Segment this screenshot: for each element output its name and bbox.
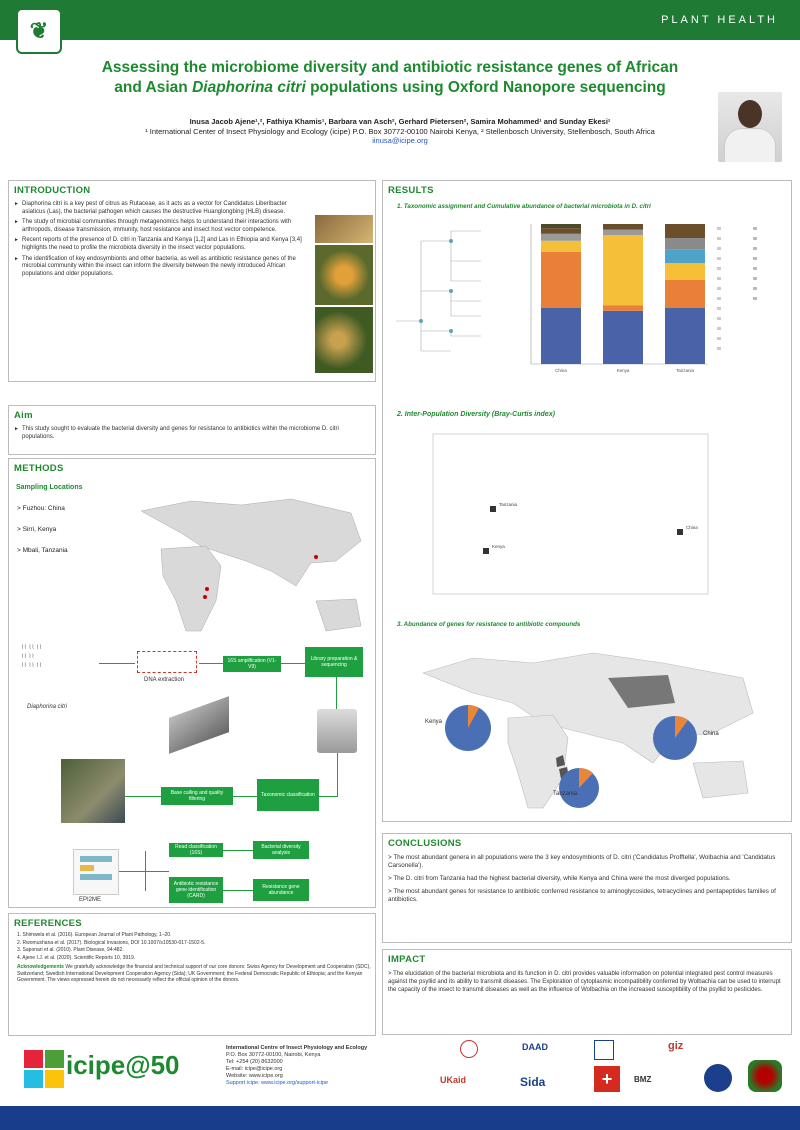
intro-bullet: ► The study of microbial communities through metagenomics helps to understand their interactions with arthropods, disease transmission, immunity, host resistance and insect host vector competence. [14, 219, 309, 234]
epi2me-label: EPI2ME [79, 897, 102, 903]
contact-line: Website: www.icipe.org [226, 1073, 283, 1079]
aim-heading: Aim [14, 410, 33, 421]
organism-label: Diaphorina citri [27, 704, 68, 710]
pca-point [490, 506, 496, 512]
bar-segment [541, 228, 581, 234]
sampling-locations [17, 505, 68, 568]
workflow-step: Resistance gene abundance [253, 879, 309, 901]
conclusions-heading: CONCLUSIONS [388, 838, 462, 849]
workflow-step: Taxonomic classification [257, 779, 319, 811]
bar-segment [541, 252, 581, 308]
pie-label-kenya: Kenya [425, 719, 443, 725]
location-item: > Fuzhou: China [17, 505, 65, 512]
bar-segment [603, 311, 643, 364]
pca-point [677, 529, 683, 535]
bar-category-label: Kenya [616, 368, 630, 373]
bar-segment [665, 238, 705, 249]
bar-segment [603, 305, 643, 311]
contact-line: P.O. Box 30772-00100, Nairobi, Kenya [226, 1052, 321, 1058]
bar-segment [665, 308, 705, 364]
conclusions-bullets [388, 854, 786, 904]
contact-block [226, 1045, 406, 1087]
workflow-step: Bacterial diversity analysis [253, 841, 309, 859]
partner-seal-icon [460, 1040, 478, 1058]
pca-point-label: Tanzania [499, 502, 518, 507]
poster-title [40, 58, 740, 98]
partner-logo-icon [594, 1040, 614, 1060]
epi2me-panel [73, 849, 119, 895]
references-heading: REFERENCES [14, 918, 82, 929]
aim-panel [8, 405, 376, 455]
bar-segment [541, 308, 581, 364]
impact-panel [382, 949, 792, 1035]
giz-logo: giz [668, 1040, 684, 1052]
authors-block [80, 117, 720, 146]
pca-point [483, 548, 489, 554]
kenya-coat-of-arms-icon [748, 1060, 782, 1092]
author-photo [718, 92, 782, 162]
kenya-marker [205, 587, 209, 591]
workflow-step: Antibiotic resistance gene identification (CARD) [169, 877, 223, 903]
bar-category-label: Tanzania [675, 368, 695, 373]
methods-heading: METHODS [14, 463, 64, 474]
bar-segment [603, 230, 643, 236]
conclusion-item: > The most abundant genera in all populations were the 3 key endosymbionts of D. citri ('Candidatus Profftella', Wolbachia and 'Candidatus Carsonella'). [388, 854, 776, 869]
bar-segment [541, 241, 581, 252]
contact-line: E-mail: icipe@icipe.org [226, 1066, 283, 1072]
intro-bullet: ► Diaphorina citri is a key pest of citrus as Rutaceae, as it acts as a vector for Candidatus Liberibacter asiaticus (Las), the bacterial pathogen which causes the destructive Huanglongbing (HLB) disease. [14, 201, 309, 216]
daad-logo: DAAD [522, 1042, 548, 1052]
sampling-map [121, 491, 371, 641]
legend-swatches [717, 225, 787, 375]
contact-org: International Centre of Insect Physiology and Ecology [226, 1045, 368, 1051]
bar-legend [717, 225, 787, 375]
bar-segment [665, 224, 705, 238]
abundance-bar-chart [513, 219, 713, 379]
references-panel [8, 913, 376, 1036]
bmz-logo: BMZ [634, 1075, 652, 1084]
references-list [17, 932, 372, 962]
title-line-1: Assessing the microbiome diversity and antibiotic resistance genes of African [101, 59, 679, 76]
conclusion-item: > The D. citri from Tanzania had the highest bacterial diversity, while Kenya and China were the most diverged populations. [388, 875, 731, 882]
swiss-flag-icon: + [594, 1066, 620, 1092]
bar-segment [541, 224, 581, 228]
authors: Inusa Jacob Ajene¹,², Fathiya Khamis¹, Barbara van Asch², Gerhard Pietersen², Samira Mohammed¹ and Sunday Ekesi¹ [189, 117, 611, 126]
acknowledgements: Acknowledgements We gratefully acknowledge the financial and technical support of our core donors: Swiss Agency for Development and Cooperation (SDC), Switzerland; Swedish International Development Cooperation Agency (Sida); UK Government; the Federal Democratic Republic of Ethiopia; and the Kenyan Government. The views expressed herein do not necessarily reflect the official opinion of the donors. [17, 964, 371, 983]
impact-text: > The elucidation of the bacterial microbiota and its function in D. citri provides valuable information on potential integrated pest control measures against the psyllid and its ability to transmit diseases. The Exploration of cytoplasmic incompatibility conferred by Wolbachia can be used to interrupt the capacity of the insect to transmit diseases as well as the influence of Wolbachia on the increased susceptibility of the psyllid to pesticides. [388, 971, 781, 993]
pie-kenya [445, 705, 491, 751]
china-marker [314, 555, 318, 559]
intro-bullet: ► The identification of key endosymbionts and other bacteria, as well as antibiotic resistance genes of the microbial community within the insect can inform the diversity between the newly introduced African populations and older populations. [14, 256, 309, 279]
ethiopia-emblem-icon [704, 1064, 732, 1092]
pca-scatter-plot [423, 429, 713, 604]
conclusions-panel [382, 833, 792, 943]
reference-item: 2. Rwomushana et al. (2017). Biological Invasions, DOI 10.1007/s10530-017-1502-5. [17, 939, 206, 946]
sampling-heading: Sampling Locations [16, 484, 83, 491]
icipe-logo-icon: ❦ [16, 8, 62, 54]
introduction-panel [8, 180, 376, 382]
icipe-50-logo: icipe@50 [66, 1050, 180, 1080]
tanzania-marker [203, 595, 207, 599]
dna-extraction-label: DNA extraction [144, 677, 185, 683]
psyllid-samples: ⌇⌇ ⌇⌇ ⌇⌇ ⌇⌇ ⌇⌇ ⌇⌇ ⌇⌇ ⌇⌇ [21, 645, 42, 669]
lab-photo [61, 759, 125, 823]
bar-category-label: China [555, 368, 567, 373]
aim-text [14, 426, 369, 444]
location-item: > Mbali, Tanzania [17, 547, 68, 554]
bar-segment [665, 263, 705, 280]
pie-china [653, 716, 697, 760]
bar-segment [603, 224, 643, 230]
footer-bar [0, 1106, 800, 1130]
bar-segment [603, 235, 643, 305]
bar-segment [665, 249, 705, 263]
aim-bullet: ► This study sought to evaluate the bacterial diversity and genes for resistance to antibiotics within the microbiome D. citri populations. [14, 426, 369, 441]
reference-item: 4. Ajene I.J. et al. (2020). Scientific Reports 10, 3919. [17, 954, 136, 961]
affiliations: ¹ International Center of Insect Physiology and Ecology (icipe) P.O. Box 30772-00100 Nairobi Kenya, ² Stellenbosch University, Stellenbosch, South Africa [145, 126, 655, 136]
sida-logo: Sida [520, 1075, 546, 1089]
introduction-bullets [14, 201, 309, 281]
gel-image [137, 651, 197, 673]
org-tag: PLANT HEALTH [661, 14, 778, 26]
results-heading: RESULTS [388, 185, 434, 196]
bar-segment [541, 234, 581, 241]
methods-panel [8, 458, 376, 908]
minion-device-icon [169, 696, 229, 754]
impact-heading: IMPACT [388, 954, 426, 965]
taxonomy-tree [391, 221, 506, 361]
contact-line: Support icipe: www.icipe.org/support-icipe [226, 1080, 329, 1086]
reference-item: 1. Shimwela et al. (2016). European Journal of Plant Pathology, 1–20. [17, 932, 172, 938]
pie-tanzania [559, 768, 599, 808]
workflow-step: Base calling and quality filtering [161, 787, 233, 805]
reference-item: 3. Saponari et al. (2010). Plant Disease, 94:482. [17, 947, 124, 953]
results-subheading-1: 1. Taxonomic assignment and Cumulative abundance of bacterial microbiota in D. citri [397, 203, 651, 210]
pie-label-china: China [703, 731, 719, 737]
workflow-step: Library preparation & sequencing [305, 647, 363, 677]
psyllid-photos [315, 215, 373, 375]
sdg-icons [24, 1050, 64, 1088]
location-item: > Sirri, Kenya [17, 526, 57, 533]
ukaid-logo: UKaid [440, 1075, 467, 1085]
author-email-link[interactable]: iinusa@icipe.org [372, 136, 428, 145]
bar-segment [665, 280, 705, 308]
workflow-step: Read classification (16S) [169, 843, 223, 857]
contact-line: Tel: +254 (20) 8632000 [226, 1059, 283, 1065]
results-subheading-3: 3. Abundance of genes for resistance to antibiotic compounds [397, 621, 581, 628]
workflow-step: 16S amplification (V1-V9) [223, 656, 281, 672]
resistance-map [413, 643, 773, 813]
results-panel [382, 180, 792, 822]
intro-bullet: ► Recent reports of the presence of D. citri in Tanzania and Kenya [1,2] and Las in Ethiopia and Kenya [3,4] highlights the need to profile the microbiota diversity in the insect vector populations. [14, 237, 309, 252]
introduction-heading: INTRODUCTION [14, 185, 91, 196]
pca-point-label: China [686, 525, 698, 530]
pie-label-tanzania: Tanzania [553, 791, 578, 797]
pca-point-label: Kenya [492, 544, 505, 549]
results-subheading-2: 2. Inter-Population Diversity (Bray-Curtis index) [397, 411, 555, 418]
sequencer-icon [317, 709, 357, 753]
title-line-2: and Asian Diaphorina citri populations using Oxford Nanopore sequencing [114, 79, 666, 96]
conclusion-item: > The most abundant genes for resistance to antibiotic conferred resistance to aminoglycosides, tetracyclines and pentapeptides families of antibiotics. [388, 888, 776, 903]
